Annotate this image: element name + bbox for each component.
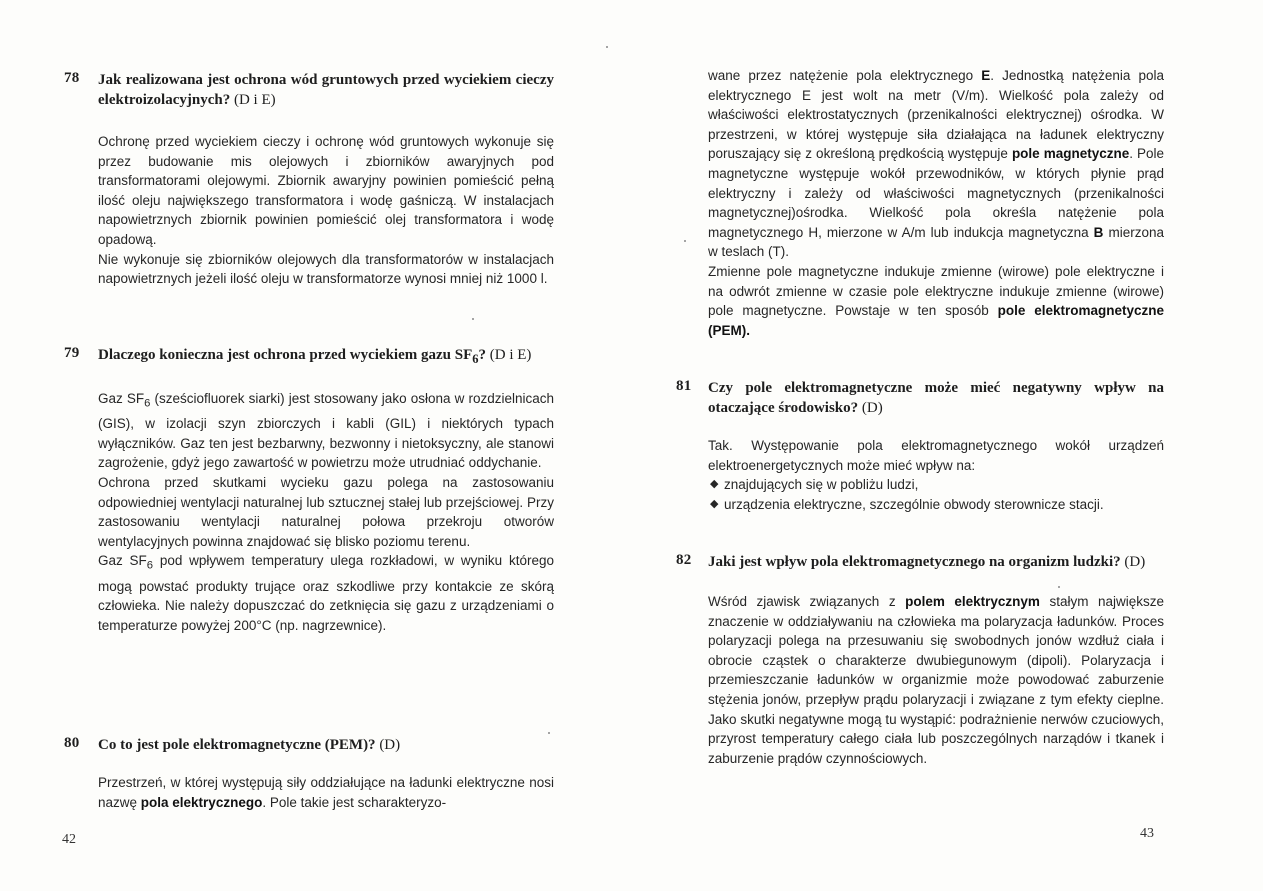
question-79 (64, 345, 554, 636)
question-title: Jak realizowana jest ochrona wód gruntowych przed wyciekiem cieczy elektroizolacyjnych? (D i E) (98, 72, 554, 108)
question-tag: (D i E) (489, 347, 532, 363)
question-78 (64, 70, 554, 289)
left-page (0, 0, 620, 891)
question-81 (676, 378, 1164, 514)
answer-paragraph: Tak. Występowanie pola elektromagnetycznego wokół urządzeń elektroenergetycznych może mieć wpływ na: (708, 438, 1164, 473)
answer-80 (98, 773, 554, 812)
answer-paragraph: Nie wykonuje się zbiorników olejowych dla transformatorów w instalacjach napowietrznych jeżeli ilość oleju w transformatorze wynosi mniej niż 1000 l. (98, 251, 554, 287)
diamond-icon: ◆ (710, 497, 719, 510)
question-number: 80 (64, 735, 80, 751)
scan-speck (606, 46, 608, 48)
answer-79 (98, 389, 554, 636)
scan-speck (684, 240, 686, 242)
page-number: 42 (62, 832, 76, 847)
continued-text (708, 66, 1164, 340)
page-number: 43 (1140, 826, 1154, 841)
question-title: Dlaczego konieczna jest ochrona przed wyciekiem gazu $SF_6$? (D i E) (98, 347, 532, 366)
answer-paragraph: Ochronę przed wyciekiem cieczy i ochronę wód gruntowych wykonuje się przez budowanie mis olejowych i zbiorników awaryjnych pod transformatorami olejowymi. Zbiornik awaryjny powinien pomieścić pełną ilość oleju największego transformatora i wodę gaśniczą. W instalacjach napowietrznych zbiornik powinien pomieścić olej transformatora i wodę opadową. (98, 134, 554, 247)
question-title: Jaki jest wpływ pola elektromagnetycznego na organizm ludzki? (D) (708, 554, 1146, 570)
question-82 (676, 552, 1164, 768)
answer-paragraph: Przestrzeń, w której występują siły oddziałujące na ładunki elektryczne nosi nazwę pola elektrycznego. Pole takie jest scharakteryzo- (98, 775, 554, 810)
question-title: Czy pole elektromagnetyczne może mieć negatywny wpływ na otaczające środowisko? (D) (708, 380, 1164, 416)
question-80 (64, 735, 554, 812)
answer-82 (708, 592, 1164, 768)
answer-paragraph: Gaz $SF_6$ pod wpływem temperatury ulega rozkładowi, w wyniku którego mogą powstać produkty trujące oraz szkodliwe przy kontakcie ze skórą człowieka. Nie należy dopuszczać do zetknięcia się gazu z urządzeniami o temperaturze powyżej 200°C (np. nagrzewnice). (98, 553, 554, 633)
scan-speck (1058, 586, 1060, 588)
answer-81 (708, 436, 1164, 514)
right-page (630, 0, 1263, 891)
question-tag: (D) (1124, 554, 1146, 570)
list-item: ◆ znajdujących się w pobliżu ludzi, (708, 475, 1164, 495)
scan-speck (548, 732, 550, 734)
answer-paragraph: Gaz $SF_6$ (sześciofluorek siarki) jest stosowany jako osłona w rozdzielnicach (GIS), w izolacji szyn zbiorczych i kabli (GIL) i niektórych typach wyłączników. Gaz ten jest bezbarwny, bezwonny i nietoksyczny, ale stanowi zagrożenie, gdyż jego zawartość w powietrzu może utrudniać oddychanie. (98, 391, 554, 471)
answer-paragraph: Ochrona przed skutkami wycieku gazu polega na zastosowaniu odpowiedniej wentylacji naturalnej lub sztucznej stałej lub przejściowej. Przy zastosowaniu wentylacji naturalnej połowa przekroju otworów wentylacyjnych powinna znajdować się blisko poziomu terenu. (98, 475, 554, 549)
question-title: Co to jest pole elektromagnetyczne (PEM)? (D) (98, 737, 401, 753)
question-tag: (D i E) (233, 92, 276, 108)
question-number: 78 (64, 70, 80, 86)
diamond-icon: ◆ (710, 478, 719, 491)
question-number: 82 (676, 552, 692, 568)
question-number: 81 (676, 378, 692, 394)
answer-paragraph: Zmienne pole magnetyczne indukuje zmienne (wirowe) pole elektryczne i na odwrót zmienne w czasie pole elektryczne indukuje zmienne (wirowe) pole magnetyczne. Powstaje w ten sposób pole elektromagnetyczne (PEM). (708, 263, 1164, 338)
answer-paragraph: Wśród zjawisk związanych z polem elektrycznym stałym największe znaczenie w oddziaływaniu na człowieka ma polaryzacja ładunków. Proces polaryzacji polega na przesuwaniu się swobodnych jonów wzdłuż ciała i obrocie cząstek o charakterze dwubiegunowym (dipoli). Polaryzacja i przemieszczanie ładunków w organizmie może powodować zaburzenie stężenia jonów, przepływ prądu polaryzacji i związane z tym efekty cieplne. Jako skutki negatywne mogą tu wystąpić: podrażnienie nerwów czuciowych, przyrost temperatury całego ciała lub poszczególnych narządów i tkanek i zaburzenie prądów czynnościowych. (708, 594, 1164, 766)
scan-speck (472, 318, 474, 320)
answer-78 (98, 132, 554, 289)
question-tag: (D) (861, 400, 883, 416)
question-number: 79 (64, 345, 80, 361)
list-item: ◆ urządzenia elektryczne, szczególnie obwody sterownicze stacji. (708, 495, 1164, 515)
bullet-list (708, 475, 1164, 514)
answer-paragraph: wane przez natężenie pola elektrycznego E. Jednostką natężenia pola elektrycznego E jest wolt na metr (V/m). Wielkość pola zależy od właściwości elektrostatycznych (przenikalności elektrycznej) ośrodka. W przestrzeni, w której występuje siła działająca na ładunek elektryczny poruszający się z określoną prędkością występuje pole magnetyczne. Pole magnetyczne występuje wokół przewodników, w których płynie prąd elektryczny i zależy od właściwości magnetycznych (przenikalności magnetycznej)ośrodka. Wielkość pola określa natężenie pola magnetycznego H, mierzone w A/m lub indukcja magnetyczna B mierzona w teslach (T). (708, 68, 1165, 260)
question-tag: (D) (379, 737, 401, 753)
